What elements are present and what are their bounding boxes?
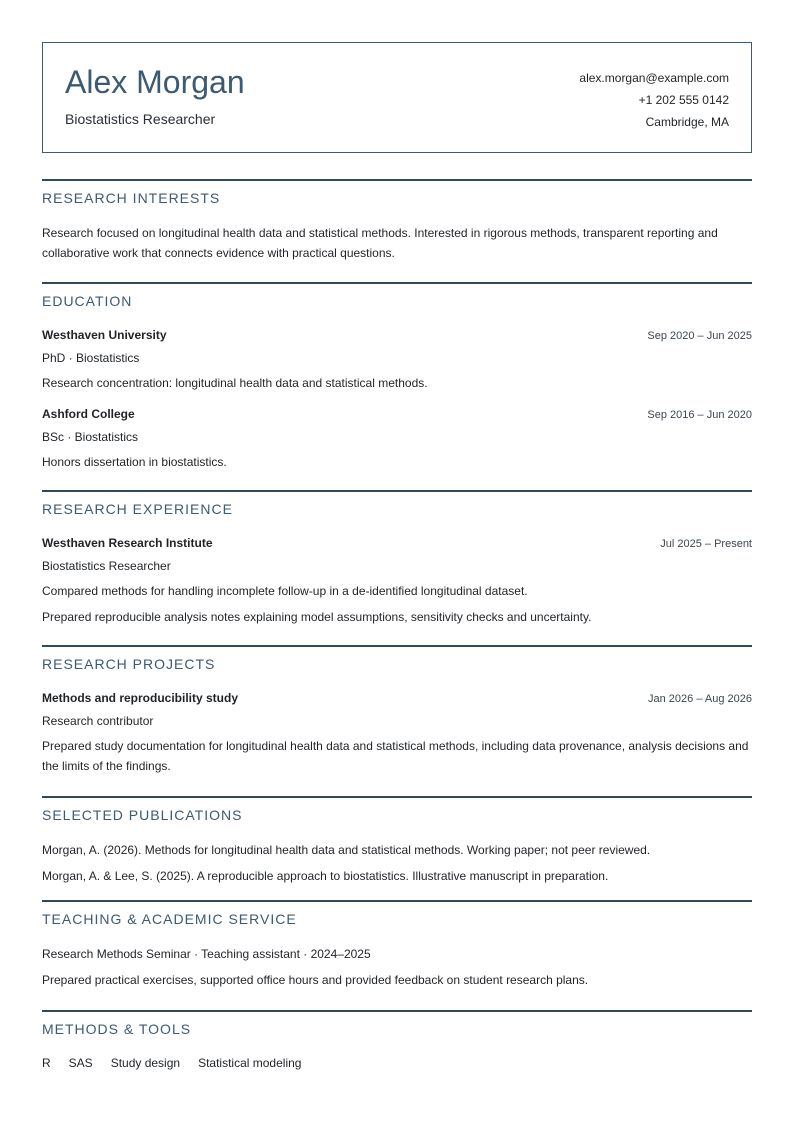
section-research-experience [42, 490, 752, 627]
candidate-name: Alex Morgan [65, 64, 245, 100]
publication-item: Morgan, A. & Lee, S. (2025). A reproducible approach to biostatistics. Illustrative manuscript in preparation. [42, 869, 609, 883]
section-education [42, 282, 752, 472]
section-title: SELECTED PUBLICATIONS [42, 807, 243, 823]
project-name: Methods and reproducibility study [42, 691, 239, 705]
contact-phone[interactable]: +1 202 555 0142 [638, 93, 729, 107]
education-entry [42, 326, 752, 393]
section-title: EDUCATION [42, 293, 133, 309]
section-title: RESEARCH INTERESTS [42, 190, 221, 206]
project-description: Prepared study documentation for longitudinal health data and statistical methods, including data provenance, analysis decisions and the limits of the findings. [42, 739, 749, 773]
section-title: TEACHING & ACADEMIC SERVICE [42, 911, 297, 927]
publication-item: Morgan, A. (2026). Methods for longitudinal health data and statistical methods. Working paper; not peer reviewed. [42, 843, 651, 857]
experience-dates: Jul 2025 – Present [660, 538, 752, 550]
education-dates: Sep 2016 – Jun 2020 [647, 409, 752, 421]
education-degree: BSc · Biostatistics [42, 430, 139, 444]
section-selected-publications [42, 796, 752, 886]
contact-email[interactable]: alex.morgan@example.com [579, 71, 729, 85]
experience-detail: Compared methods for handling incomplete follow-up in a de-identified longitudinal dataset. [42, 584, 528, 598]
project-dates: Jan 2026 – Aug 2026 [648, 693, 752, 705]
teaching-description: Prepared practical exercises, supported office hours and provided feedback on student research plans. [42, 973, 589, 987]
section-methods-tools [42, 1010, 752, 1072]
section-title: RESEARCH EXPERIENCE [42, 501, 233, 517]
experience-entry [42, 534, 752, 627]
section-research-interests [42, 179, 752, 263]
project-role: Research contributor [42, 714, 154, 728]
section-title: METHODS & TOOLS [42, 1021, 192, 1037]
education-institution: Westhaven University [42, 328, 167, 342]
contact-location: Cambridge, MA [645, 115, 729, 129]
teaching-line: Research Methods Seminar · Teaching assistant · 2024–2025 [42, 947, 371, 961]
section-title: RESEARCH PROJECTS [42, 656, 216, 672]
project-entry [42, 689, 752, 776]
education-description: Honors dissertation in biostatistics. [42, 455, 227, 469]
interests-text: Research focused on longitudinal health data and statistical methods. Interested in rigorous methods, transparent reporting and collaborative work that connects evidence with practical questions. [42, 226, 718, 260]
tool-item: SAS [68, 1056, 93, 1070]
education-entry [42, 405, 752, 472]
experience-detail: Prepared reproducible analysis notes explaining model assumptions, sensitivity checks and uncertainty. [42, 610, 592, 624]
experience-organization: Westhaven Research Institute [42, 536, 213, 550]
tool-item: R [42, 1056, 51, 1070]
contact-block [579, 67, 729, 133]
education-dates: Sep 2020 – Jun 2025 [647, 330, 752, 342]
tool-item: Statistical modeling [198, 1056, 302, 1070]
resume-header [42, 42, 752, 153]
section-research-projects [42, 645, 752, 776]
education-degree: PhD · Biostatistics [42, 351, 140, 365]
candidate-headline: Biostatistics Researcher [65, 111, 216, 127]
experience-role: Biostatistics Researcher [42, 559, 171, 573]
section-teaching-service [42, 900, 752, 990]
tool-item: Study design [110, 1056, 181, 1070]
education-institution: Ashford College [42, 407, 135, 421]
tools-list [42, 1054, 752, 1072]
education-description: Research concentration: longitudinal health data and statistical methods. [42, 376, 428, 390]
